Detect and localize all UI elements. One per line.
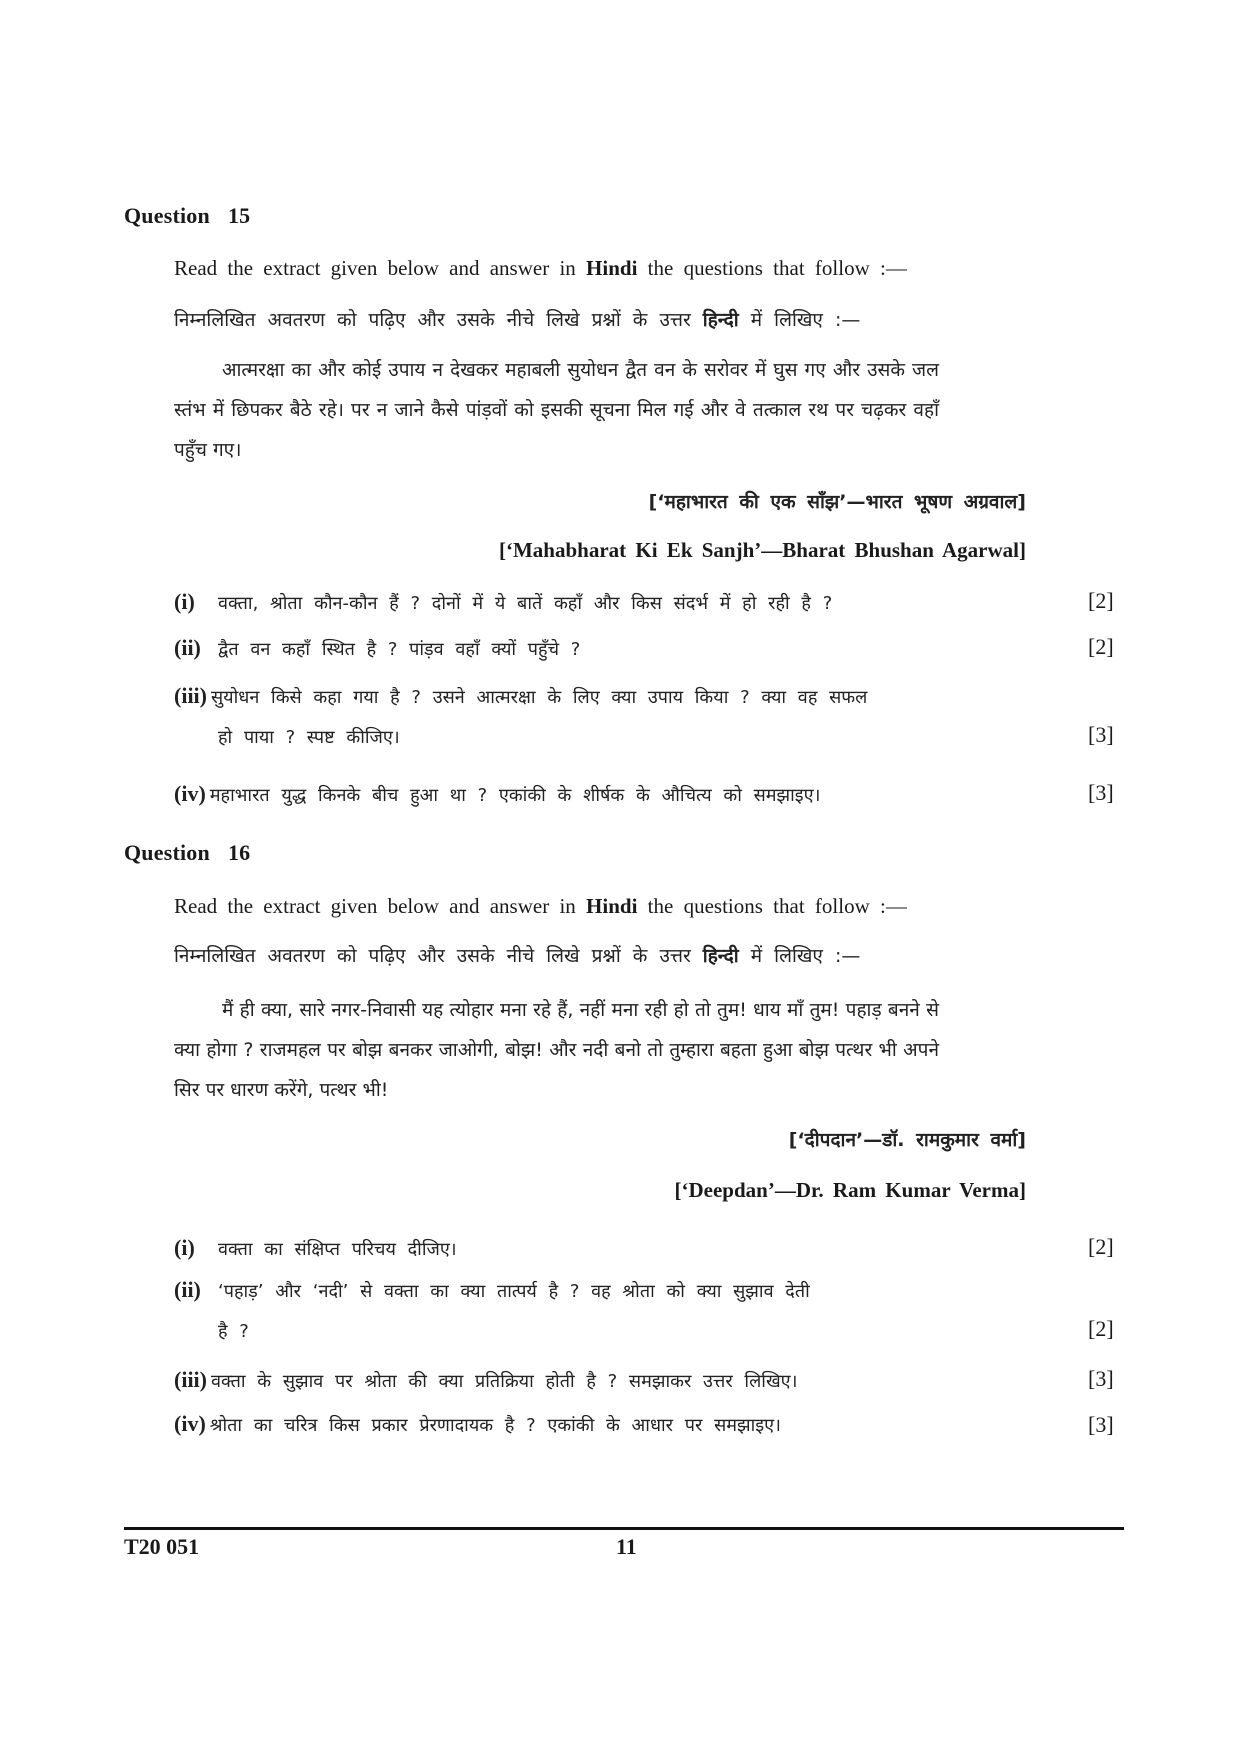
instruction-bold: हिन्दी xyxy=(702,309,739,331)
subquestion-text: वक्ता का संक्षिप्त परिचय दीजिए। xyxy=(218,1239,457,1260)
q15-instruction-hi xyxy=(174,306,860,332)
subquestion-text: श्रोता का चरित्र किस प्रकार प्रेरणादायक है ? एकांकी के आधार पर समझाइए। xyxy=(209,1415,781,1436)
q15-marks-i: [2] xyxy=(1088,588,1114,613)
subquestion-label: (ii) xyxy=(174,1277,201,1302)
subquestion-text: महाभारत युद्ध किनके बीच हुआ था ? एकांकी के शीर्षक के औचित्य को समझाइए। xyxy=(209,785,821,806)
instruction-text: में लिखिए :— xyxy=(738,309,861,331)
q16-subquestion-ii xyxy=(174,1270,954,1352)
subquestion-text: ‘पहाड़’ और ‘नदी’ से वक्ता का क्या तात्पर्य है ? वह श्रोता को क्या सुझाव देती xyxy=(218,1281,810,1302)
question-number: 15 xyxy=(227,203,251,228)
subquestion-text: सुयोधन किसे कहा गया है ? उसने आत्मरक्षा के लिए क्या उपाय किया ? क्या वह सफल xyxy=(211,687,868,708)
q15-extract xyxy=(174,350,939,470)
instruction-text: Read the extract given below and answer in xyxy=(174,894,587,918)
q16-subquestion-i xyxy=(174,1228,954,1270)
instruction-text: में लिखिए :— xyxy=(738,945,861,967)
subquestion-text-continued: है ? xyxy=(218,1321,249,1342)
q15-subquestion-iii xyxy=(174,676,954,758)
subquestion-label: (iii) xyxy=(174,1367,207,1392)
subquestion-label: (ii) xyxy=(174,635,201,660)
instruction-text: Read the extract given below and answer in xyxy=(174,256,587,280)
subquestion-text: द्वैत वन कहाँ स्थित है ? पांड़व वहाँ क्यों पहुँचे ? xyxy=(218,639,581,660)
instruction-bold: Hindi xyxy=(586,894,638,918)
q16-marks-iii: [3] xyxy=(1088,1366,1114,1391)
subquestion-label: (i) xyxy=(174,589,195,614)
q15-subquestion-iv xyxy=(174,774,954,816)
instruction-text: the questions that follow :— xyxy=(637,894,907,918)
q15-marks-ii: [2] xyxy=(1088,634,1114,659)
question-label: Question xyxy=(124,840,210,865)
q15-subquestion-i xyxy=(174,582,954,624)
q16-instruction-hi xyxy=(174,942,860,968)
extract-text: मैं ही क्या, सारे नगर-निवासी यह त्योहार मना रहे हैं, नहीं मना रही हो तो तुम! धाय माँ तुम! पहाड़ बनने से क्या होगा ? राजमहल पर बोझ बनकर जाओगी, बोझ! और नदी बनो तो तुम्हारा बहता हुआ बोझ पत्थर भी अपने सिर पर धारण करेंगे, पत्थर भी! xyxy=(174,999,939,1101)
q16-subquestion-iii xyxy=(174,1360,954,1402)
q16-instruction-en xyxy=(174,894,907,919)
question-number: 16 xyxy=(227,840,251,865)
q15-marks-iii: [3] xyxy=(1088,722,1114,747)
question-15-heading xyxy=(124,203,250,229)
subquestion-text: वक्ता, श्रोता कौन-कौन हैं ? दोनों में ये बातें कहाँ और किस संदर्भ में हो रही है ? xyxy=(218,593,833,614)
subquestion-label: (iv) xyxy=(174,781,206,806)
q15-instruction-en xyxy=(174,256,907,281)
footer-rule xyxy=(124,1527,1124,1530)
q15-marks-iv: [3] xyxy=(1088,780,1114,805)
q16-source-hindi: [‘दीपदान’—डॉ. रामकुमार वर्मा] xyxy=(788,1129,1026,1151)
subquestion-label: (i) xyxy=(174,1235,195,1260)
instruction-text: निम्नलिखित अवतरण को पढ़िए और उसके नीचे लिखे प्रश्नों के उत्तर xyxy=(174,309,703,331)
q16-extract xyxy=(174,990,939,1110)
q15-subquestion-ii xyxy=(174,628,954,670)
footer-paper-code: T20 051 xyxy=(124,1534,200,1559)
q16-marks-ii: [2] xyxy=(1088,1316,1114,1341)
instruction-text: the questions that follow :— xyxy=(637,256,907,280)
instruction-text: निम्नलिखित अवतरण को पढ़िए और उसके नीचे लिखे प्रश्नों के उत्तर xyxy=(174,945,703,967)
q16-marks-i: [2] xyxy=(1088,1234,1114,1259)
q16-subquestion-iv xyxy=(174,1404,954,1446)
q16-marks-iv: [3] xyxy=(1088,1412,1114,1437)
extract-text: आत्मरक्षा का और कोई उपाय न देखकर महाबली सुयोधन द्वैत वन के सरोवर में घुस गए और उसके जल स्तंभ में छिपकर बैठे रहे। पर न जाने कैसे पांड़वों को इसकी सूचना मिल गई और वे तत्काल रथ पर चढ़कर वहाँ पहुँच गए। xyxy=(174,359,939,461)
instruction-bold: Hindi xyxy=(586,256,638,280)
page-number: 11 xyxy=(616,1534,637,1559)
q15-source-hindi: [‘महाभारत की एक साँझ’—भारत भूषण अग्रवाल] xyxy=(648,491,1026,513)
question-label: Question xyxy=(124,203,210,228)
q16-source-english: [‘Deepdan’—Dr. Ram Kumar Verma] xyxy=(674,1178,1026,1202)
subquestion-label: (iii) xyxy=(174,683,207,708)
subquestion-text: वक्ता के सुझाव पर श्रोता की क्या प्रतिक्रिया होती है ? समझाकर उत्तर लिखिए। xyxy=(211,1371,798,1392)
subquestion-label: (iv) xyxy=(174,1411,206,1436)
q15-source-english: [‘Mahabharat Ki Ek Sanjh’—Bharat Bhushan Agarwal] xyxy=(498,538,1026,562)
instruction-bold: हिन्दी xyxy=(702,945,739,967)
question-16-heading xyxy=(124,840,250,866)
subquestion-text-continued: हो पाया ? स्पष्ट कीजिए। xyxy=(218,727,400,748)
